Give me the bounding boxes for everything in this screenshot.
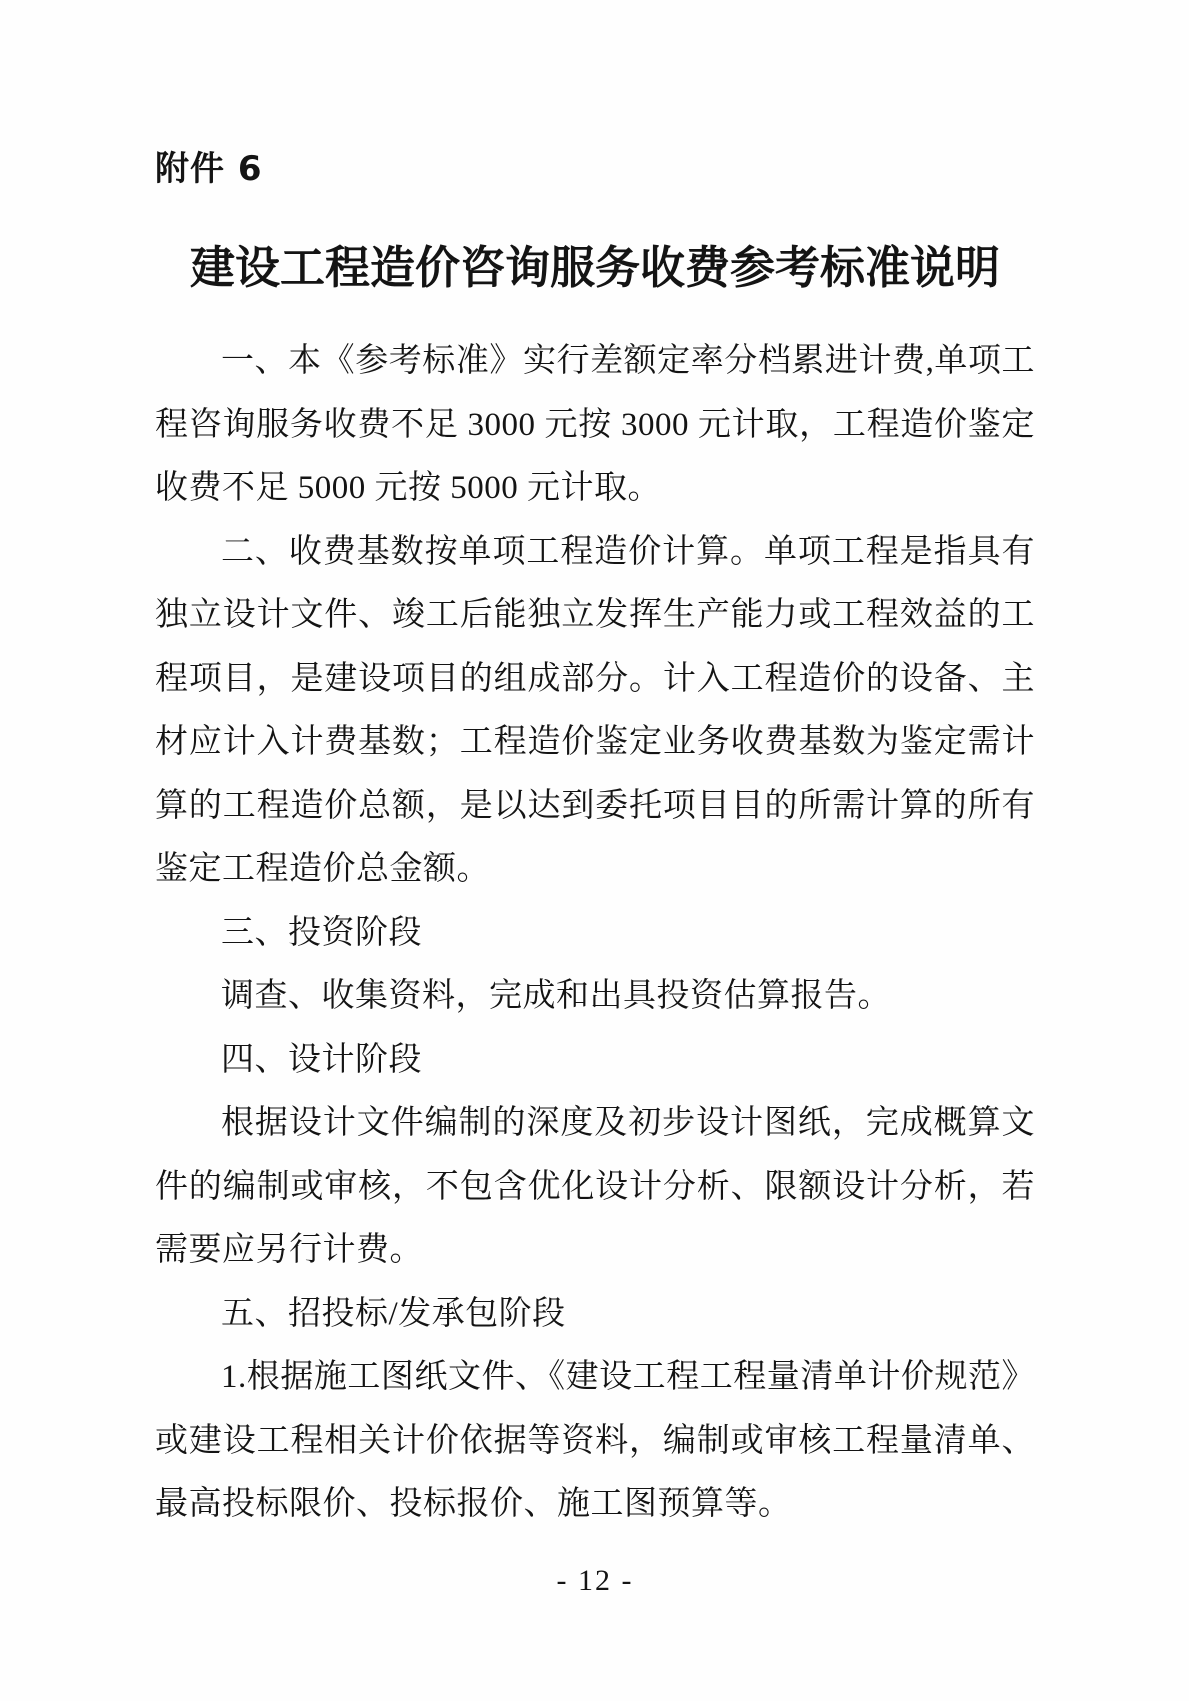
paragraph-fee-basis-rule: 一、本《参考标准》实行差额定率分档累进计费,单项工程咨询服务收费不足 3000 元按 3000 元计取，工程造价鉴定收费不足 5000 元按 5000 元计取。 (155, 343, 1035, 506)
paragraph-investment-stage-detail: 调查、收集资料，完成和出具投资估算报告。 (221, 978, 891, 1014)
document-title: 建设工程造价咨询服务收费参考标准说明 (189, 241, 1000, 294)
paragraph-fee-base-definition: 二、收费基数按单项工程造价计算。单项工程是指具有独立设计文件、竣工后能独立发挥生产能力或工程效益的工程项目，是建设项目的组成部分。计入工程造价的设备、主材应计入计费基数；工程造价鉴定业务收费基数为鉴定需计算的工程造价总额，是以达到委托项目目的所需计算的所有鉴定工程造价总金额。 (155, 533, 1035, 887)
attachment-label: 附件 6 (155, 149, 263, 189)
paragraph-bidding-stage-item-1: 1.根据施工图纸文件、《建设工程工程量清单计价规范》或建设工程相关计价依据等资料，编制或审核工程量清单、最高投标限价、投标报价、施工图预算等。 (155, 1359, 1035, 1522)
page-number: - 12 - (556, 1563, 634, 1597)
section-heading-design-stage: 四、设计阶段 (221, 1041, 422, 1078)
paragraph-design-stage-detail: 根据设计文件编制的深度及初步设计图纸，完成概算文件的编制或审核，不包含优化设计分析、限额设计分析，若需要应另行计费。 (155, 1105, 1035, 1268)
document-body (155, 330, 1035, 1537)
section-heading-bidding-stage: 五、招投标/发承包阶段 (221, 1295, 566, 1332)
section-heading-investment-stage: 三、投资阶段 (221, 914, 422, 951)
